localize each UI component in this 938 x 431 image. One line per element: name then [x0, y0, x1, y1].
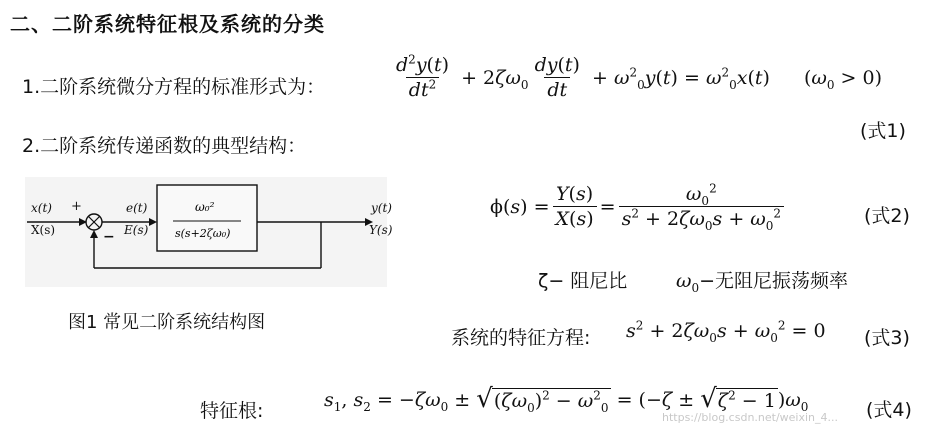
eq4-label: 特征根:	[200, 400, 264, 422]
minus-sign: −	[103, 229, 115, 245]
eq1-frac-dy: $\frac{dy(t)}{dt}$	[534, 54, 580, 101]
plus-sign: +	[71, 199, 82, 214]
block-numerator: ω₀²	[195, 200, 215, 214]
equation-1: $\frac{d^2y(t)}{dt^2}$ + $2\zeta\omega_0$ $\frac{dy(t)}{dt}$ + $\omega^2_0y(t) = \omega^2_0x(t)$ $(\omega_0 > 0)$	[390, 54, 882, 101]
transfer-block	[157, 185, 257, 251]
block-denominator: s(s+2ζω₀)	[175, 227, 231, 240]
eq1-frac-d2y: $\frac{d^2y(t)}{dt^2}$	[396, 52, 450, 101]
equation-2: ϕ(s) = $\frac{Y(s)}{X(s)}$ = $\frac{\omega_0^2}{s^2 + 2\zeta\omega_0s + \omega_0^2}$	[490, 183, 787, 230]
input-s-label: X(s)	[31, 223, 56, 237]
item2-label: 2.二阶系统传递函数的典型结构：	[22, 135, 307, 157]
eq3-label: 系统的特征方程:	[451, 327, 591, 349]
item1-label: 1.二阶系统微分方程的标准形式为：	[22, 76, 326, 98]
equation-4: $s_1$, $s_2 = -\zeta\omega_0$ ± √ $(\zeta\omega_0)^2 - \omega^2_0$ = (−ζ ± √ $\zeta^2 - 1$ )$\omega_0$	[324, 384, 809, 415]
eq4-sqrt-2: √ $\zeta^2 - 1$	[700, 384, 776, 414]
eq2-tag: (式2)	[864, 205, 910, 227]
input-time-label: x(t)	[31, 201, 52, 215]
section-title: 二、二阶系统特征根及系统的分类	[10, 12, 325, 36]
omega-legend: $\omega_0-$无阻尼振荡频率	[676, 270, 849, 295]
error-arrow	[149, 218, 157, 226]
error-s-label: E(s)	[124, 223, 149, 237]
eq2-frac-ratio: $\frac{Y(s)}{X(s)}$	[553, 183, 597, 230]
eq1-tag: (式1)	[860, 120, 906, 142]
eq4-tag: (式4)	[866, 399, 912, 421]
block-diagram-svg	[25, 177, 387, 287]
output-time-label: y(t)	[371, 201, 392, 215]
feedback-arrow	[90, 230, 98, 238]
equation-3: $s^2 + 2\zeta\omega_0s + \omega_0^2 = 0$	[626, 318, 826, 345]
eq2-frac-tf: $\frac{\omega_0^2}{s^2 + 2\zeta\omega_0s + \omega_0^2}$	[619, 183, 784, 230]
watermark-text: https://blog.csdn.net/weixin_4...	[662, 411, 839, 424]
diagram-caption: 图1 常见二阶系统结构图	[68, 312, 266, 333]
error-time-label: e(t)	[126, 201, 148, 215]
eq3-tag: (式3)	[864, 327, 910, 349]
omega-legend-text: −无阻尼振荡频率	[699, 270, 849, 292]
zeta-legend: ζ− 阻尼比	[538, 270, 628, 292]
output-s-label: Y(s)	[369, 223, 393, 237]
eq4-sqrt-1: √ $(\zeta\omega_0)^2 - \omega^2_0$	[476, 384, 609, 415]
block-diagram	[25, 177, 393, 287]
